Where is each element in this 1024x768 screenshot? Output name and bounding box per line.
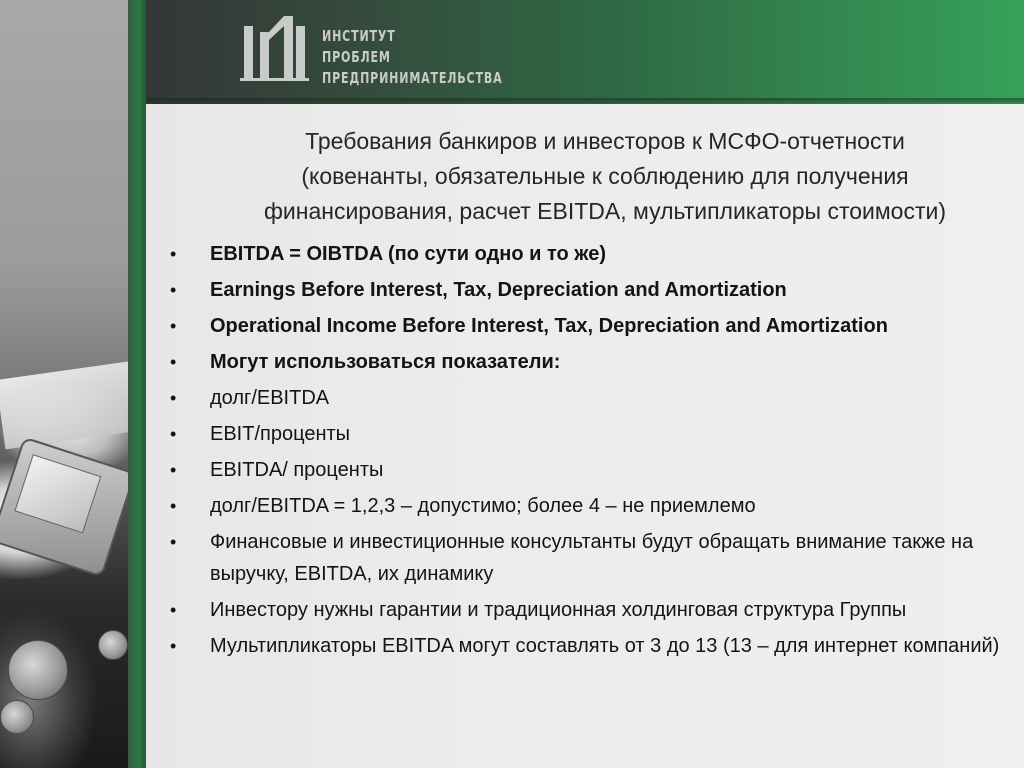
list-item	[170, 238, 1010, 270]
list-item-text: Инвестору нужны гарантии и традиционная холдинговая структура Группы	[210, 599, 907, 621]
bullet-icon: •	[170, 316, 177, 336]
list-item	[170, 630, 1010, 662]
bullet-icon: •	[170, 636, 177, 656]
title-line-2: (ковенанты, обязательные к соблюдению для получения	[301, 163, 909, 189]
list-item	[170, 594, 1010, 626]
paper-decoration	[0, 361, 144, 450]
list-item	[170, 454, 1010, 486]
list-item	[170, 310, 1010, 342]
title-line-1: Требования банкиров и инвесторов к МСФО-отчетности	[305, 128, 905, 154]
vertical-accent-bar	[128, 0, 146, 768]
list-item-text: Финансовые и инвестиционные консультанты будут обращать внимание также на выручку, EBITDA, их динамику	[210, 531, 974, 585]
list-item-text: долг/EBITDA	[210, 387, 330, 409]
list-item-text: Могут использоваться показатели:	[210, 351, 561, 373]
bullet-icon: •	[170, 424, 177, 444]
list-item-text: EBIT/проценты	[210, 423, 351, 445]
bullet-icon: •	[170, 244, 177, 264]
list-item-text: EBITDA = OIBTDA (по сути одно и то же)	[210, 243, 606, 265]
coin-image	[0, 700, 34, 734]
bullet-icon: •	[170, 600, 177, 620]
list-item	[170, 490, 1010, 522]
logo-line-3: ПРЕДПРИНИМАТЕЛЬСТВА	[322, 69, 503, 87]
bullet-icon: •	[170, 496, 177, 516]
bullet-icon: •	[170, 460, 177, 480]
coin-image	[98, 630, 128, 660]
pda-device-image	[0, 436, 136, 577]
bullet-list	[170, 238, 1010, 666]
bullet-icon: •	[170, 532, 177, 552]
institute-logo	[238, 12, 528, 92]
list-item	[170, 382, 1010, 414]
title-line-3: финансирования, расчет EBITDA, мультипликаторы стоимости)	[263, 198, 946, 224]
list-item-text: Operational Income Before Interest, Tax, Depreciation and Amortization	[210, 315, 888, 337]
bullet-icon: •	[170, 280, 177, 300]
list-item	[170, 274, 1010, 306]
bullet-icon: •	[170, 352, 177, 372]
list-item	[170, 346, 1010, 378]
logo-wordmark	[322, 26, 503, 89]
bullet-icon: •	[170, 388, 177, 408]
list-item-text: Мультипликаторы EBITDA могут составлять от 3 до 13 (13 – для интернет компаний)	[210, 635, 1000, 657]
ipp-logo-icon	[238, 16, 310, 88]
list-item-text: Earnings Before Interest, Tax, Depreciation and Amortization	[210, 279, 787, 301]
logo-line-1: ИНСТИТУТ	[322, 27, 396, 45]
list-item	[170, 418, 1010, 450]
list-item	[170, 526, 1010, 590]
coin-image	[8, 640, 68, 700]
slide-title	[210, 124, 1000, 229]
list-item-text: долг/EBITDA = 1,2,3 – допустимо; более 4 – не приемлемо	[210, 495, 756, 517]
list-item-text: EBITDA/ проценты	[210, 459, 384, 481]
logo-line-2: ПРОБЛЕМ	[322, 48, 391, 66]
